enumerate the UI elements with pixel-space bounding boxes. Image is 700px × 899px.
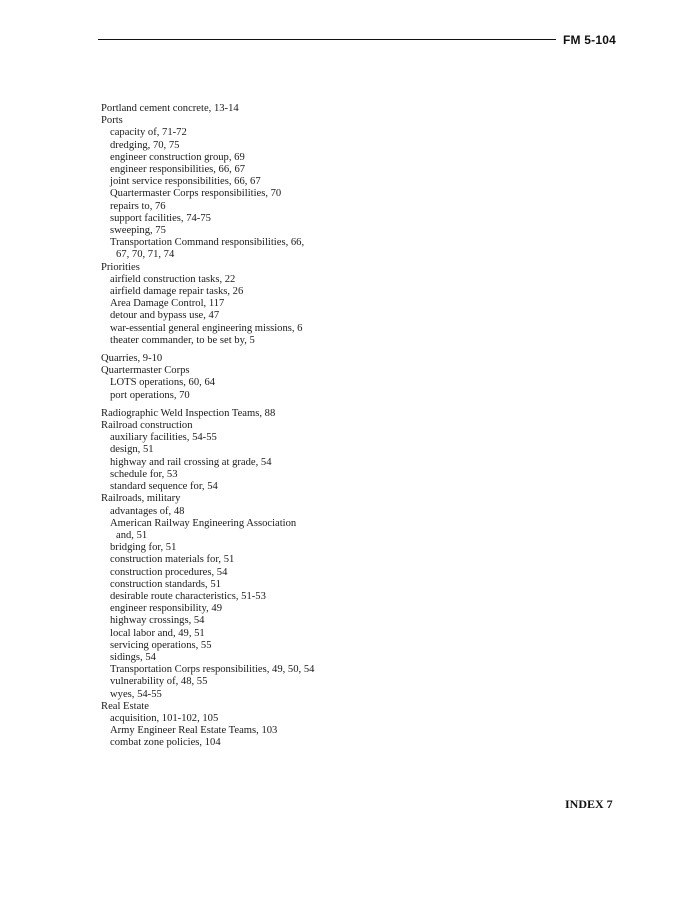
- index-subentry: American Railway Engineering Association: [110, 517, 297, 529]
- index-entries: [101, 103, 361, 750]
- index-subentry: engineer responsibility, 49: [110, 603, 222, 615]
- index-subentry: servicing operations, 55: [110, 639, 212, 651]
- index-subentry: airfield construction tasks, 22: [110, 273, 236, 285]
- index-heading: Railroad construction: [101, 420, 193, 432]
- index-subentry: vulnerability of, 48, 55: [110, 676, 208, 688]
- index-subentry: sidings, 54: [110, 651, 156, 663]
- index-heading: Portland cement concrete, 13-14: [101, 103, 239, 114]
- index-subentry: standard sequence for, 54: [110, 481, 218, 493]
- index-subentry: construction standards, 51: [110, 578, 221, 590]
- index-heading: Quartermaster Corps: [101, 365, 190, 377]
- index-heading: Ports: [101, 115, 123, 127]
- index-subentry: construction procedures, 54: [110, 566, 228, 578]
- index-heading: Priorities: [101, 261, 140, 273]
- index-heading: Railroads, military: [101, 493, 181, 505]
- index-subentry: combat zone policies, 104: [110, 737, 221, 749]
- index-subentry: Transportation Corps responsibilities, 49, 50, 54: [110, 664, 315, 676]
- index-subentry: schedule for, 53: [110, 468, 178, 480]
- index-subentry: wyes, 54-55: [110, 688, 162, 700]
- index-heading: Radiographic Weld Inspection Teams, 88: [101, 407, 276, 419]
- index-heading: Quarries, 9-10: [101, 353, 163, 365]
- index-subentry: theater commander, to be set by, 5: [110, 334, 255, 346]
- index-subentry: support facilities, 74-75: [110, 212, 211, 224]
- index-subentry: and, 51: [116, 529, 148, 541]
- index-subentry: auxiliary facilities, 54-55: [110, 432, 217, 444]
- index-subentry: construction materials for, 51: [110, 554, 235, 566]
- index-subentry: port operations, 70: [110, 389, 190, 401]
- index-subentry: airfield damage repair tasks, 26: [110, 286, 244, 298]
- index-subentry: advantages of, 48: [110, 505, 185, 517]
- index-subentry: engineer construction group, 69: [110, 151, 245, 163]
- index-subentry: highway crossings, 54: [110, 615, 205, 627]
- page-label: INDEX 7: [565, 797, 613, 811]
- index-subentry: local labor and, 49, 51: [110, 627, 205, 639]
- index-subentry: Transportation Command responsibilities, 66,: [110, 237, 305, 249]
- index-subentry: acquisition, 101-102, 105: [110, 712, 219, 724]
- index-subentry: Quartermaster Corps responsibilities, 70: [110, 188, 282, 200]
- index-subentry: 67, 70, 71, 74: [116, 249, 175, 261]
- index-subentry: joint service responsibilities, 66, 67: [110, 176, 261, 188]
- index-subentry: desirable route characteristics, 51-53: [110, 590, 266, 602]
- index-subentry: detour and bypass use, 47: [110, 310, 220, 322]
- header-rule: [98, 39, 556, 40]
- index-subentry: sweeping, 75: [110, 225, 166, 237]
- index-subentry: Area Damage Control, 117: [110, 298, 225, 310]
- index-subentry: design, 51: [110, 444, 154, 456]
- index-subentry: repairs to, 76: [110, 200, 166, 212]
- index-subentry: bridging for, 51: [110, 542, 177, 554]
- index-subentry: engineer responsibilities, 66, 67: [110, 164, 246, 176]
- index-subentry: highway and rail crossing at grade, 54: [110, 456, 272, 468]
- index-subentry: Army Engineer Real Estate Teams, 103: [110, 725, 278, 737]
- index-subentry: LOTS operations, 60, 64: [110, 377, 216, 389]
- index-subentry: dredging, 70, 75: [110, 139, 180, 151]
- document-id: FM 5-104: [563, 33, 616, 47]
- index-subentry: capacity of, 71-72: [110, 127, 187, 139]
- index-heading: Real Estate: [101, 700, 149, 712]
- index-subentry: war-essential general engineering missions, 6: [110, 322, 303, 334]
